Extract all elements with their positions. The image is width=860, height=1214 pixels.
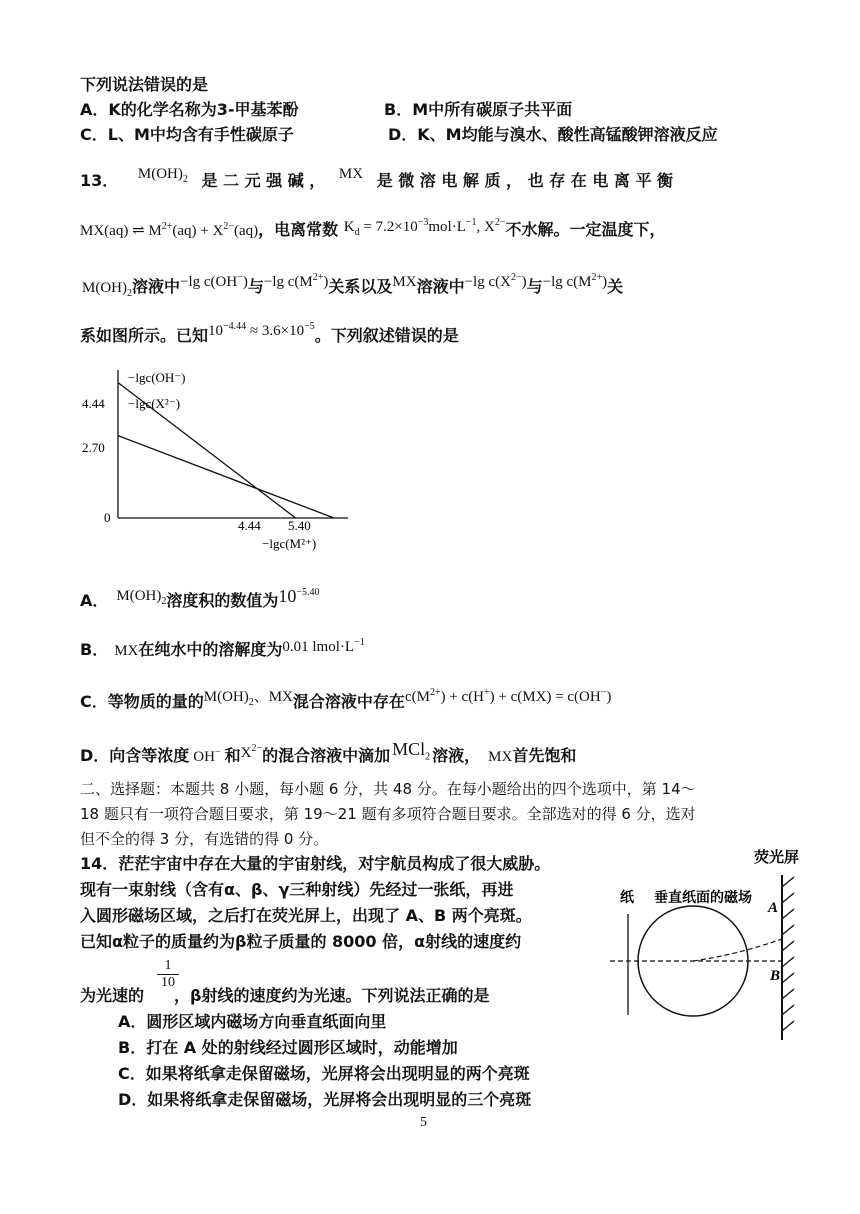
fraction-one-tenth: 1 10: [157, 958, 179, 991]
q12-stem: 下列说法错误的是: [80, 75, 209, 94]
x-axis-label: −lgc(M²⁺): [262, 536, 317, 551]
q12-option-d: D．K、M均能与溴水、酸性高锰酸钾溶液反应: [388, 125, 718, 144]
page-number: 5: [420, 1115, 427, 1130]
q14-option-c: C．如果将纸拿走保留磁场，光屏将会出现明显的两个亮斑: [118, 1064, 530, 1083]
series-line-2: [118, 436, 334, 518]
y-tick-0: 0: [104, 510, 111, 525]
y-tick-2-70: 2.70: [82, 440, 105, 455]
q14-line-4: 已知α粒子的质量约为β粒子质量的 8000 倍，α射线的速度约: [80, 932, 522, 951]
label-paper: 纸: [620, 890, 634, 906]
chart-axes: [118, 370, 348, 518]
section2-line-3: 但不全的得 3 分，有选错的得 0 分。: [80, 830, 329, 848]
q14-line-1: 14．茫茫宇宙中存在大量的宇宙射线，对宇航员构成了很大威胁。: [80, 854, 551, 873]
q14-figure: [606, 840, 820, 1050]
section2-line-1: 二、选择题：本题共 8 小题，每小题 6 分，共 48 分。在每小题给出的四个选项中，第 14～: [80, 780, 696, 798]
q13-chart: [80, 362, 370, 562]
label-A: A: [768, 900, 779, 916]
q14-option-d: D．如果将纸拿走保留磁场，光屏将会出现明显的三个亮斑: [118, 1090, 532, 1109]
q13-number: 13．: [80, 171, 119, 190]
q13-option-d: D．向含等浓度 OH− 和$X^{2-}$的混合溶液中滴加 MCl$_2$ 溶液， MX首先饱和: [80, 739, 577, 765]
q14-option-b: B．打在 A 处的射线经过圆形区域时，动能增加: [118, 1038, 458, 1057]
y-axis-label-oh: −lgc(OH⁻): [128, 370, 186, 385]
q13-line-1: 13． $M(OH)_2$ 是 二 元 强 碱 ， MX 是 微 溶 电 解 质 ， 也 存 在 电 离 平 衡: [80, 166, 674, 190]
q14-line-5: 为光速的 ，β射线的速度约为光速。下列说法正确的是: [80, 986, 490, 1005]
q12-option-a: A．K的化学名称为3-甲基苯酚: [80, 100, 299, 119]
q13-option-b: B． MX在纯水中的溶解度为0.01 $lmol\cdot L^{-1}$: [80, 637, 365, 659]
q13-line-3: $M(OH)_2$溶液中−lg c(OH−)与−lg $c(M^{2+})$关系以及MX溶液中−lg $c(X^{2-})$与−lg $c(M^{2+})$关: [82, 272, 624, 299]
q14-line-3: 入圆形磁场区域，之后打在荧光屏上，出现了 A、B 两个亮斑。: [80, 906, 532, 925]
x-tick-5-40: 5.40: [288, 518, 311, 533]
y-tick-4-44: 4.44: [82, 396, 105, 411]
q12-option-b: B．M中所有碳原子共平面: [384, 100, 573, 119]
q13-line-2: MX(aq) ⇌ $M^{2+}(aq) + X^{2-}(aq)$，电离常数 $K_d = 7.2\times 10^{-3}mol\cdot L^{-1}$, $X^{2-}$不水解。一定温度下，: [80, 217, 666, 239]
label-screen: 荧光屏: [754, 848, 800, 866]
q13-option-c: C．等物质的量的$M(OH)_2$、MX混合溶液中存在$c(M^{2+}) + c(H^+) + c(MX) = c(OH^-)$: [80, 687, 612, 711]
section2-line-2: 18 题只有一项符合题目要求，第 19～21 题有多项符合题目要求。全部选对的得 6 分，选对: [80, 805, 696, 823]
label-B: B: [770, 968, 781, 984]
q12-option-c: C．L、M中均含有手性碳原子: [80, 125, 294, 144]
q14-line-2: 现有一束射线（含有α、β、γ三种射线）先经过一张纸，再进: [80, 880, 514, 899]
label-field: 垂直纸面的磁场: [654, 890, 752, 906]
q13-line-4: 系如图所示。已知$10^{-4.44} \approx 3.6\times 10^{-5}$。下列叙述错误的是: [80, 321, 459, 345]
beam-deflected-path: [693, 939, 782, 961]
q13-option-a: A． $M(OH)_2$溶度积的数值为$10^{-5.40}$: [80, 586, 320, 610]
q14-option-a: A．圆形区域内磁场方向垂直纸面向里: [118, 1012, 387, 1031]
screen-hatching: [782, 877, 794, 1031]
x-tick-4-44: 4.44: [238, 518, 261, 533]
y-axis-label-x: −lgc(X²⁻): [128, 396, 181, 411]
